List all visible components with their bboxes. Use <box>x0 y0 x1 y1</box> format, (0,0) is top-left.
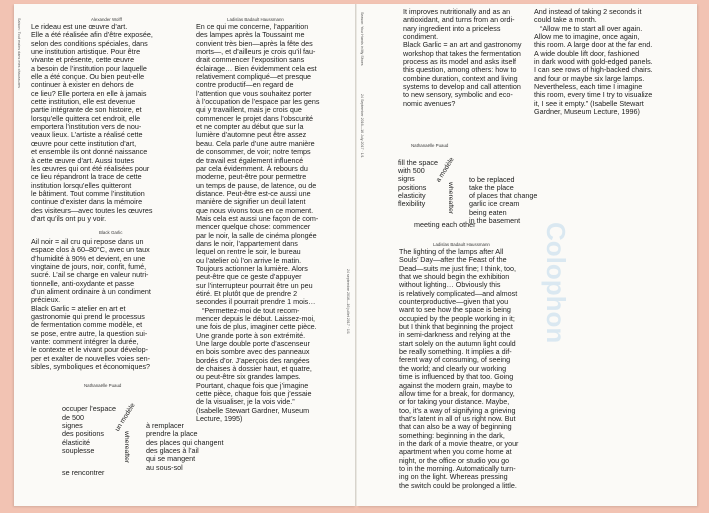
right-col1-text1: It improves nutritionally and as an antioxidant, and turns from an ordi- nary ingredient into a priceless condiment. Black Garlic = an art and gastronomy workshop that takes the fermentation process as its model and asks itself this question, among others: how to combine duration, context and living systems to develop and call attention to new sensory, symbolic and eco- nomic avenues? <box>403 7 522 108</box>
author-badault-en: Ladislas Badault Haussmann <box>433 242 490 247</box>
poem-line: à remplacer <box>146 421 184 430</box>
poem-vertical: whereafter <box>123 431 130 464</box>
left-folio-outer: Saison: Tout mains dans mes chaussures <box>17 18 21 89</box>
left-col2-text: En ce qui me concerne, l’apparition des lampes après la Toussaint me convient très bien—après la fête des morts—, et d’ailleurs je crois qu’il fau- drait commencer l’exposition sans éclairage… Bien évidemment cela est relativement compliqué—et presque contre productif—en regard de l’attention que vous souhaitez porter à l’occupation de l’espace par les gens qui y travaillent, mais je crois que commencer le projet dans l’obscurité et ne compter au début que sur la lumière d’automne peut être assez beau. Cela parle d’une autre manière de consommer, de voir; notre temps de travail est également influencé par cela évidemment. À rebours du moderne, peut-être pour permettre un temps de pause, de latence, ou de distance. Peut-être est-ce aussi une manière de signifier un deuil latent que nous vivons tous en ce moment. Mais cela est aussi une façon de com- mencer quelque chose: commencer par le noir, la salle de cinéma plongée dans le noir, l’appartement dans lequel on rentre le soir, le bureau ou l’atelier où l’on arrive le matin. Toujours actionner la lumière. Alors peut-être que ce geste d’appuyer sur l’interrupteur pourrait être un peu étiré. Et plutôt que de prendre 2 secondes il pourrait prendre 1 mois… “Permettez-moi de tout recom- mencer depuis le début. Laissez-moi, une fois de plus, imaginer cette pièce. Une grande porte à son extrémité. Une large double porte d’ascenseur en bois sombre avec des panneaux bordés d’or. J’aperçois des rangées de chaises à dossier haut, et quatre, ou peut-être six grandes lampes. Pourtant, chaque fois que j’imagine cette pièce, chaque fois que j’essaie de la visualiser, je la vois vide.” (Isabelle Stewart Gardner, Museum Lecture, 1995) <box>196 22 320 424</box>
poem-line: being eaten <box>469 208 507 217</box>
poem-line: élasticité <box>62 438 90 447</box>
poem-line: signs <box>398 174 415 183</box>
poem-line: souplesse <box>62 446 95 455</box>
poem-line: occuper l’espace <box>62 404 116 413</box>
poem-line: qui se mangent <box>146 454 196 463</box>
right-col2-text: And instead of taking 2 seconds it could take a month. “Allow me to start all over again. Allow me to imagine, once again, this room. A large door at the far end. A wide double lift door, fashioned in dark wood with gold-edged panels. I can see rows of high-backed chairs. and four or maybe six large lamps. Nevertheless, each time I imagine this room, every time I try to visualize it, I see it empty.” (Isabelle Stewart Gardner, Museum Lecture, 1996) <box>534 7 653 117</box>
poem-line: in the basement <box>469 216 521 225</box>
poem-line: of places that change <box>469 191 538 200</box>
poem-line: positions <box>398 183 427 192</box>
poem-rotated: a modèle <box>435 156 456 184</box>
poem-line: elasticity <box>398 191 426 200</box>
author-wolff: Alexander Wolff <box>91 17 122 22</box>
left-folio-inner: 24 septembre 2016—16 juillet 2017 · 1/1 <box>346 269 350 334</box>
poem-line: fill the space <box>398 158 438 167</box>
ghost-print-through: Colophon <box>541 222 571 344</box>
right-folio-outer: Season: Your Hands in My Shoes <box>360 12 364 66</box>
poem-line: se rencontrer <box>62 468 105 477</box>
right-page <box>357 4 697 506</box>
poem-line: to be replaced <box>469 175 515 184</box>
poem-line: de 500 <box>62 413 84 422</box>
poem-line: des glaces à l’ail <box>146 446 199 455</box>
right-col1-text2: The lighting of the lamps after All Souls’ Day—after the Feast of the Dead—suits me just fine; I think, too, that we should begin the exhibition without lighting… Obviously this is relatively complicated—and almost counterproductive—given that you want to see how the space is being occupied by the people working in it; but I think that beginning the project in semi-darkness and relying at the start solely on the autumn light could be really something. It implies a dif- ferent way of consuming, of seeing the world; and clearly our working time is influenced by that too. Going against the modern grain, maybe to allow time for a break, for dormancy, or for taking your distance. Maybe, too, it’s a way of signifying a grieving that’s latent in all of us right now. But that can also be a way of beginning something: beginning in the dark, in the dark of a movie theatre, or your apartment when you come home at night, or the office or studio you go to in the morning. Automatically turn- ing on the light. Whereas pressing the switch could be prolonged a little. <box>399 247 519 490</box>
poem-vertical: whereafter <box>447 182 454 215</box>
poem-line: flexibility <box>398 199 426 208</box>
left-col1-text2: Ail noir = ail cru qui repose dans un espace clos à 60–80°C, avec un taux d’humidité à 90% et devient, en une vingtaine de jours, noir, confit, fumé, sucré. L’ail se charge en valeur nutri- tionnelle, anti-oxydante et passe d’un aliment ordinaire à un condiment précieux. Black Garlic = atelier en art et gastronomie qui prend le processus de fermentation comme modèle, et se pose, entre autre, la question sui- vante: comment intégrer la durée, le contexte et le vivant pour dévelop- per et exalter de nouvelles voies sen- sibles, symboliques et économiques? <box>31 237 151 372</box>
poem-line: des positions <box>62 429 104 438</box>
author-puaud-en: Nathanaëlle Puaud <box>411 143 449 148</box>
poem-line: meeting each other <box>414 220 476 229</box>
poem-line: signes <box>62 421 83 430</box>
left-page <box>14 4 356 506</box>
left-col1-text1: Le rideau est une œuvre d’art. Elle a été réalisée afin d’être exposée, selon des conditions spéciales, dans une institution artistique. Pour être vivante et présente, cette œuvre a besoin de l’institution pour laquelle elle a été conçue. Ou bien peut-elle continuer à exister en dehors de ce lieu? Elle portera en elle à jamais cette institution, elle est devenue partie intégrante de son histoire, et lorsqu’elle quittera cet endroit, elle emportera l’institution vers de nou- veaux lieux. L’artiste a réalisé cette œuvre pour cette institution d’art, et ensemble ils ont donné naissance à cette œuvre d’art. Aussi toutes les œuvres qui ont été réalisées pour ce lieu répandront la trace de cette institution lorsqu’elles quitteront le bâtiment. Tout comme l’institution continue d’exister dans la mémoire des visiteurs—avec toutes les œuvres d’art qu’ils ont pu y voir. <box>31 22 153 223</box>
author-badault: Ladislas Badault Haussmann <box>227 17 284 22</box>
author-black-garlic: Black Garlic <box>99 230 123 235</box>
right-folio-inner: 24 September 2016—16 July 2017 · 1/1 <box>360 94 364 158</box>
poem-line: des places qui changent <box>146 438 224 447</box>
poem-line: with 500 <box>398 166 425 175</box>
poem-line: garlic ice cream <box>469 199 520 208</box>
poem-rotated: un modèle <box>114 402 137 433</box>
poem-line: prendre la place <box>146 429 198 438</box>
poem-line: au sous-sol <box>146 463 183 472</box>
poem-line: take the place <box>469 183 514 192</box>
author-puaud: Nathanaëlle Puaud <box>84 383 122 388</box>
